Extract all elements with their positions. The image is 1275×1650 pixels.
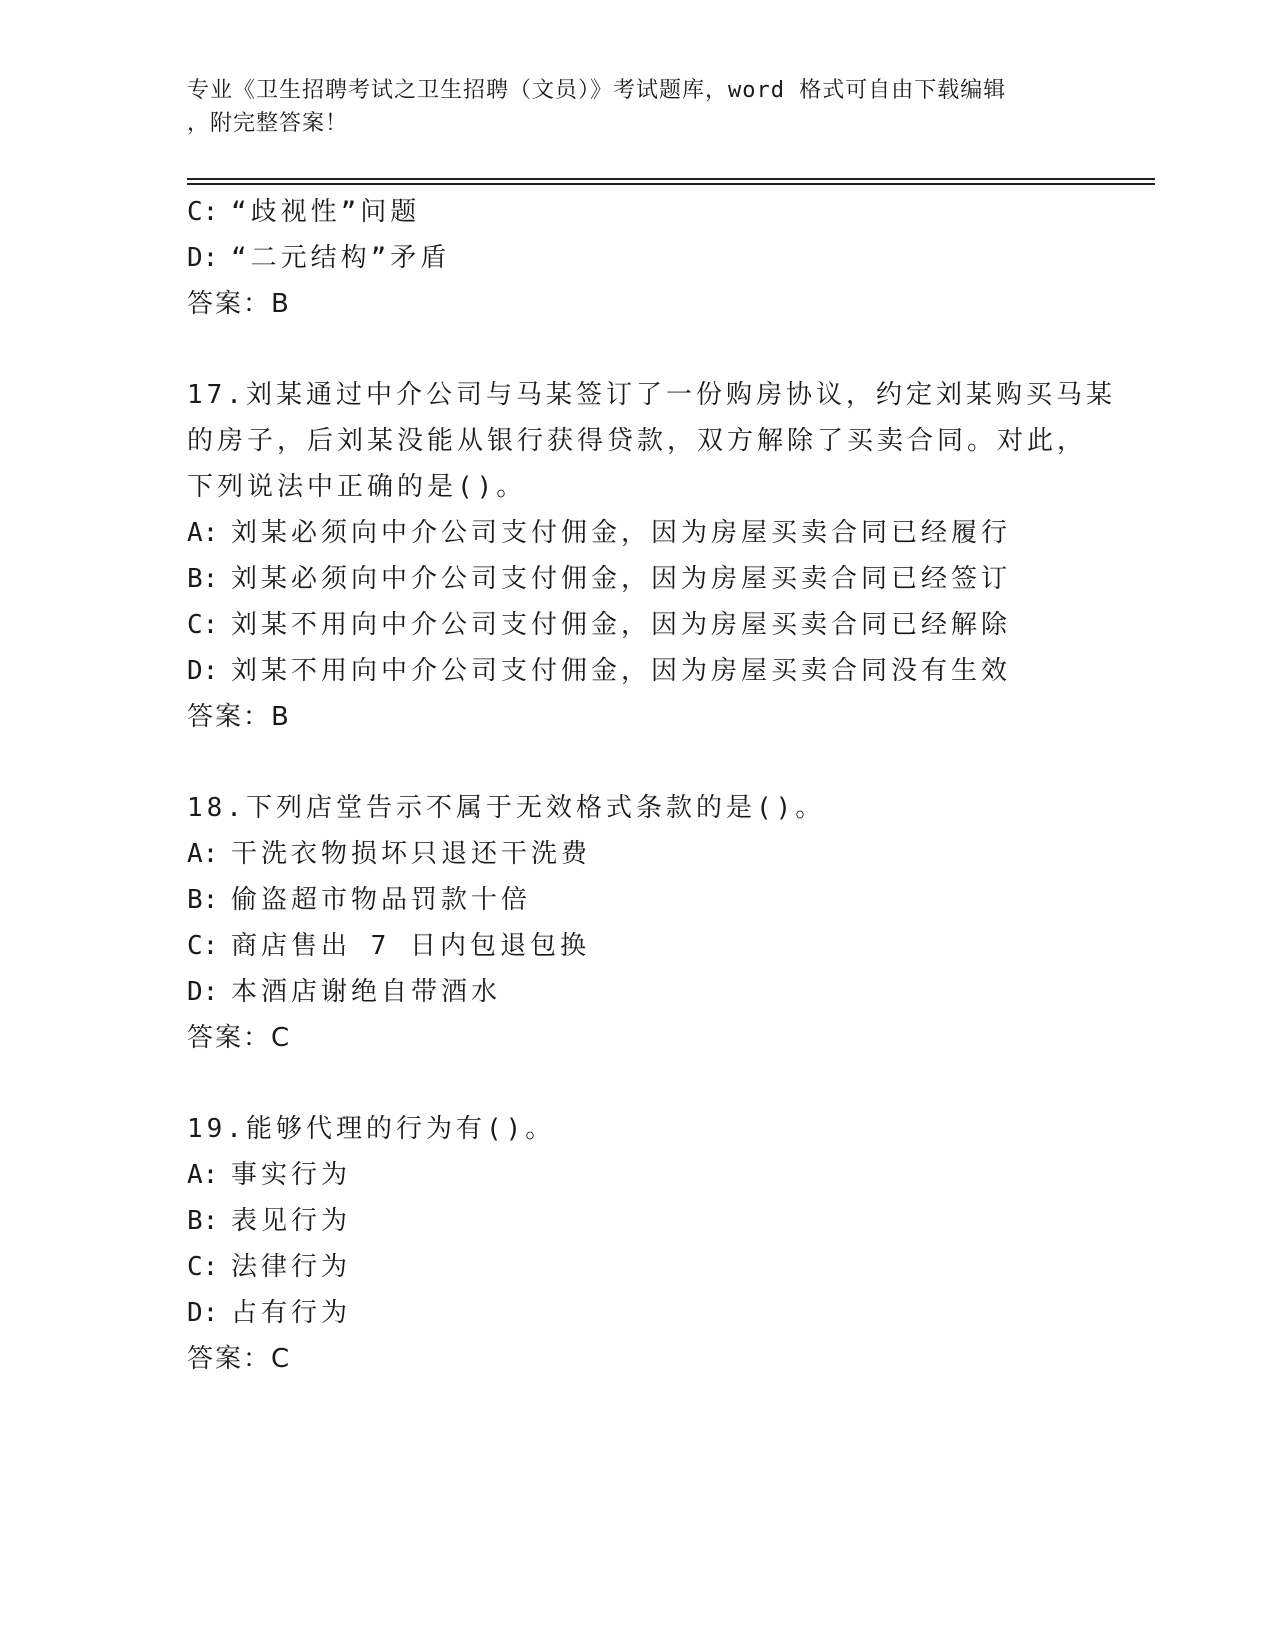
option-letter: B: (187, 564, 219, 594)
answer-line: 答案：B (187, 702, 291, 732)
option-text: 表见行为 (231, 1206, 352, 1236)
header-rule-bottom (187, 183, 1155, 185)
option-line (187, 923, 1087, 969)
option-line (187, 602, 1087, 648)
option-text: 商店售出 7 日内包退包换 (231, 931, 590, 961)
option-letter: C: (187, 197, 219, 227)
option-letter: A: (187, 1160, 219, 1190)
option-text: 偷盗超市物品罚款十倍 (231, 885, 532, 915)
option-line (187, 877, 1087, 923)
option-letter: A: (187, 839, 219, 869)
header-line-2: ，附完整答案！ (187, 111, 349, 136)
question-stem-line: 的房子，后刘某没能从银行获得贷款，双方解除了买卖合同。对此， (187, 426, 1088, 456)
option-line (187, 189, 1087, 235)
document-header (187, 74, 1087, 140)
option-line (187, 235, 1087, 281)
option-letter: D: (187, 977, 219, 1007)
option-text: 事实行为 (231, 1160, 352, 1190)
option-line (187, 1152, 1087, 1198)
answer-line: 答案：B (187, 289, 291, 319)
question-18 (187, 785, 1087, 1061)
option-text: 刘某不用向中介公司支付佣金，因为房屋买卖合同已经解除 (231, 610, 1012, 640)
option-text: 干洗衣物损坏只退还干洗费 (231, 839, 592, 869)
option-letter: D: (187, 1298, 219, 1328)
option-text: 刘某不用向中介公司支付佣金，因为房屋买卖合同没有生效 (231, 656, 1012, 686)
option-line (187, 1198, 1087, 1244)
option-letter: C: (187, 931, 219, 961)
header-line-1: 专业《卫生招聘考试之卫生招聘（文员）》考试题库，word 格式可自由下载编辑 (187, 78, 1007, 103)
option-line (187, 969, 1087, 1015)
option-text: “歧视性”问题 (231, 197, 421, 227)
answer-line: 答案：C (187, 1344, 292, 1374)
header-rule-top (187, 178, 1155, 180)
option-letter: C: (187, 1252, 219, 1282)
option-line (187, 510, 1087, 556)
question-stem-line: 下列说法中正确的是()。 (187, 472, 527, 502)
option-letter: B: (187, 885, 219, 915)
question-17 (187, 372, 1116, 740)
option-letter: B: (187, 1206, 219, 1236)
option-letter: A: (187, 518, 219, 548)
question-stem-line: 19.能够代理的行为有()。 (187, 1114, 556, 1144)
option-letter: D: (187, 656, 219, 686)
question-content (187, 189, 1116, 1382)
option-line (187, 1290, 1087, 1336)
prev-question (187, 189, 1087, 327)
option-text: 本酒店谢绝自带酒水 (231, 977, 502, 1007)
option-letter: D: (187, 243, 219, 273)
option-line (187, 648, 1087, 694)
question-19 (187, 1106, 1087, 1382)
option-letter: C: (187, 610, 219, 640)
option-line (187, 556, 1087, 602)
option-text: “二元结构”矛盾 (231, 243, 451, 273)
option-text: 法律行为 (231, 1252, 352, 1282)
answer-line: 答案：C (187, 1023, 292, 1053)
option-text: 占有行为 (231, 1298, 352, 1328)
question-stem-line: 17.刘某通过中介公司与马某签订了一份购房协议，约定刘某购买马某 (187, 380, 1116, 410)
option-line (187, 1244, 1087, 1290)
option-text: 刘某必须向中介公司支付佣金，因为房屋买卖合同已经履行 (231, 518, 1012, 548)
option-line (187, 831, 1087, 877)
option-text: 刘某必须向中介公司支付佣金，因为房屋买卖合同已经签订 (231, 564, 1012, 594)
question-stem-line: 18.下列店堂告示不属于无效格式条款的是()。 (187, 793, 826, 823)
